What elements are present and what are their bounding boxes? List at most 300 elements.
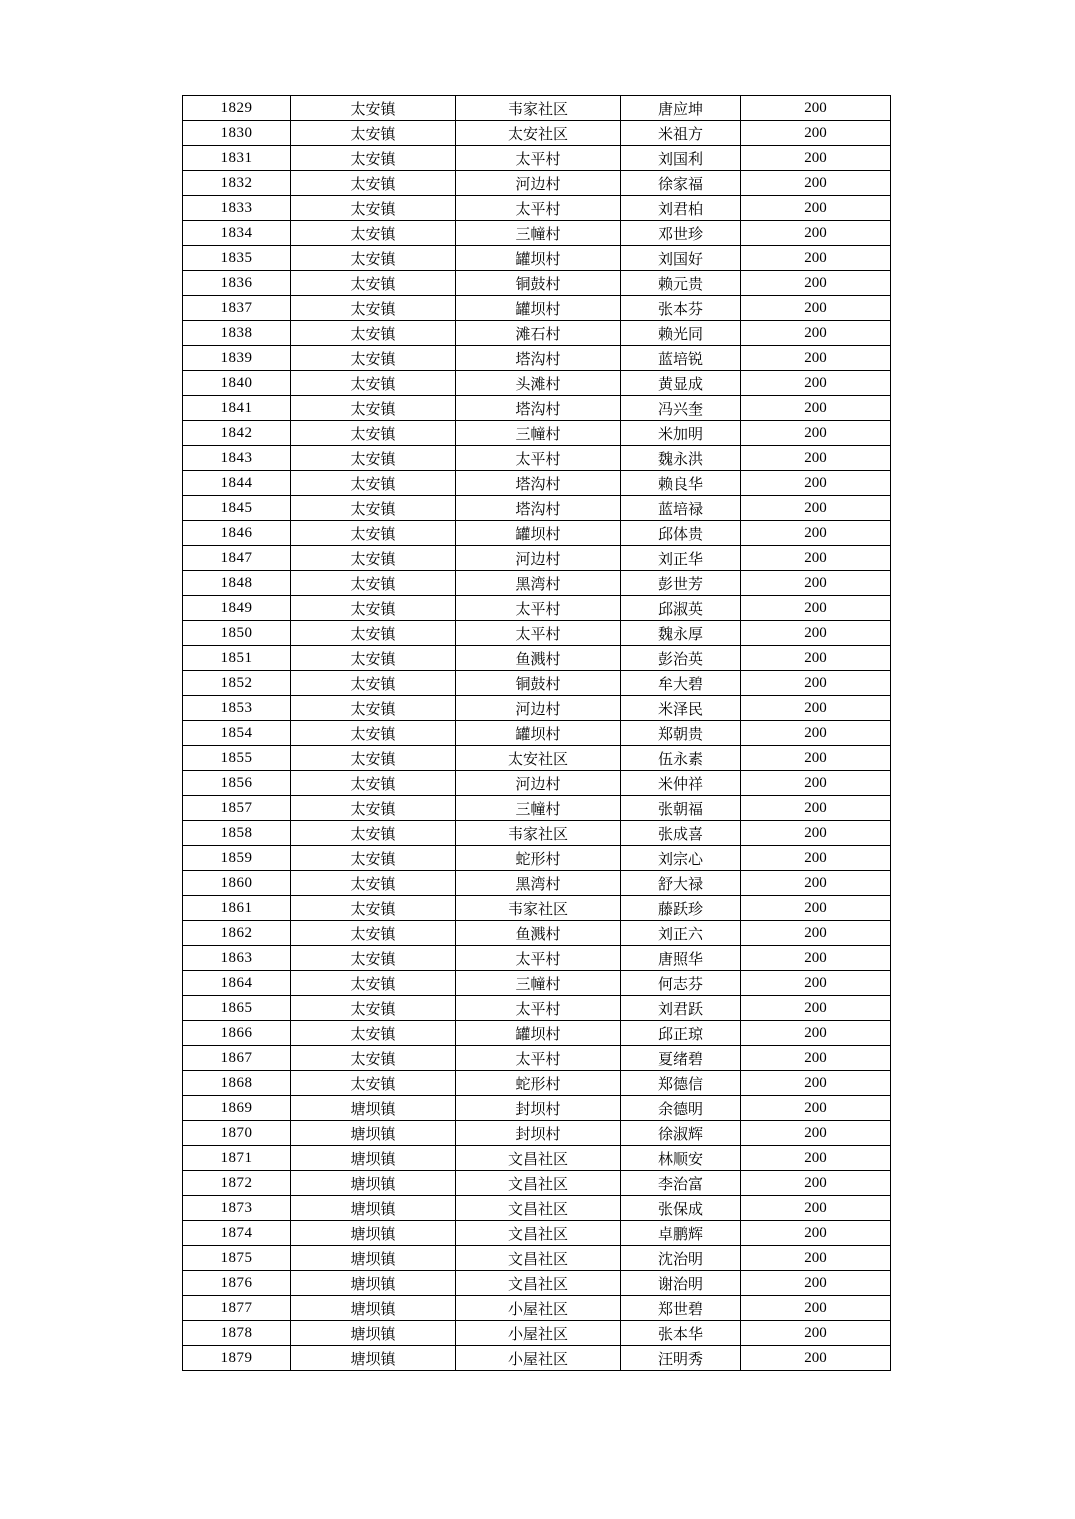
cell-town: 塘坝镇 (291, 1296, 456, 1321)
cell-amount: 200 (741, 221, 891, 246)
cell-serial: 1846 (183, 521, 291, 546)
table-row (183, 896, 891, 921)
cell-town: 太安镇 (291, 496, 456, 521)
cell-village: 蛇形村 (456, 846, 621, 871)
cell-town: 太安镇 (291, 546, 456, 571)
cell-town: 太安镇 (291, 121, 456, 146)
cell-town: 太安镇 (291, 796, 456, 821)
cell-name: 赖光同 (621, 321, 741, 346)
table-row (183, 546, 891, 571)
cell-amount: 200 (741, 1321, 891, 1346)
cell-serial: 1835 (183, 246, 291, 271)
table-row (183, 1196, 891, 1221)
cell-serial: 1847 (183, 546, 291, 571)
cell-village: 罐坝村 (456, 296, 621, 321)
cell-amount: 200 (741, 171, 891, 196)
cell-name: 唐应坤 (621, 96, 741, 121)
table-row (183, 1121, 891, 1146)
cell-serial: 1850 (183, 621, 291, 646)
cell-village: 铜鼓村 (456, 671, 621, 696)
cell-name: 赖元贵 (621, 271, 741, 296)
cell-amount: 200 (741, 846, 891, 871)
cell-serial: 1842 (183, 421, 291, 446)
cell-town: 塘坝镇 (291, 1246, 456, 1271)
cell-village: 文昌社区 (456, 1246, 621, 1271)
cell-serial: 1860 (183, 871, 291, 896)
cell-village: 太平村 (456, 621, 621, 646)
table-row (183, 246, 891, 271)
cell-amount: 200 (741, 446, 891, 471)
cell-serial: 1851 (183, 646, 291, 671)
cell-town: 太安镇 (291, 371, 456, 396)
table-row (183, 1321, 891, 1346)
cell-name: 彭世芳 (621, 571, 741, 596)
cell-serial: 1830 (183, 121, 291, 146)
subsidy-roster-table (182, 95, 891, 1371)
table-row (183, 921, 891, 946)
cell-name: 徐家福 (621, 171, 741, 196)
cell-town: 太安镇 (291, 871, 456, 896)
table-row (183, 871, 891, 896)
cell-name: 林顺安 (621, 1146, 741, 1171)
cell-town: 太安镇 (291, 596, 456, 621)
cell-village: 太安社区 (456, 121, 621, 146)
table-row (183, 1296, 891, 1321)
cell-amount: 200 (741, 1346, 891, 1371)
cell-name: 张朝福 (621, 796, 741, 821)
cell-amount: 200 (741, 521, 891, 546)
cell-amount: 200 (741, 146, 891, 171)
table-row (183, 1271, 891, 1296)
cell-town: 太安镇 (291, 996, 456, 1021)
cell-name: 刘国利 (621, 146, 741, 171)
cell-amount: 200 (741, 321, 891, 346)
cell-amount: 200 (741, 671, 891, 696)
cell-town: 太安镇 (291, 721, 456, 746)
table-row (183, 371, 891, 396)
cell-amount: 200 (741, 1196, 891, 1221)
cell-name: 郑世碧 (621, 1296, 741, 1321)
cell-serial: 1836 (183, 271, 291, 296)
cell-town: 太安镇 (291, 446, 456, 471)
cell-serial: 1853 (183, 696, 291, 721)
cell-amount: 200 (741, 396, 891, 421)
cell-village: 头滩村 (456, 371, 621, 396)
cell-town: 太安镇 (291, 646, 456, 671)
cell-amount: 200 (741, 896, 891, 921)
cell-serial: 1865 (183, 996, 291, 1021)
cell-village: 韦家社区 (456, 96, 621, 121)
table-row (183, 296, 891, 321)
cell-serial: 1873 (183, 1196, 291, 1221)
cell-town: 太安镇 (291, 396, 456, 421)
cell-town: 太安镇 (291, 421, 456, 446)
cell-serial: 1855 (183, 746, 291, 771)
cell-name: 张保成 (621, 1196, 741, 1221)
cell-serial: 1829 (183, 96, 291, 121)
cell-town: 塘坝镇 (291, 1096, 456, 1121)
cell-serial: 1864 (183, 971, 291, 996)
table-row (183, 1246, 891, 1271)
cell-village: 小屋社区 (456, 1346, 621, 1371)
table-row (183, 1096, 891, 1121)
cell-name: 藤跃珍 (621, 896, 741, 921)
cell-serial: 1833 (183, 196, 291, 221)
cell-amount: 200 (741, 996, 891, 1021)
cell-village: 蛇形村 (456, 1071, 621, 1096)
cell-name: 伍永素 (621, 746, 741, 771)
cell-town: 太安镇 (291, 1071, 456, 1096)
cell-amount: 200 (741, 1221, 891, 1246)
table-row (183, 346, 891, 371)
table-row (183, 171, 891, 196)
table-row (183, 471, 891, 496)
cell-name: 冯兴奎 (621, 396, 741, 421)
cell-village: 黑湾村 (456, 571, 621, 596)
cell-village: 韦家社区 (456, 896, 621, 921)
table-row (183, 596, 891, 621)
cell-town: 塘坝镇 (291, 1171, 456, 1196)
table-row (183, 746, 891, 771)
table-row (183, 821, 891, 846)
cell-village: 小屋社区 (456, 1321, 621, 1346)
cell-amount: 200 (741, 746, 891, 771)
cell-serial: 1878 (183, 1321, 291, 1346)
table-row (183, 96, 891, 121)
cell-serial: 1840 (183, 371, 291, 396)
cell-serial: 1837 (183, 296, 291, 321)
table-row (183, 721, 891, 746)
table-row (183, 396, 891, 421)
cell-village: 太安社区 (456, 746, 621, 771)
cell-name: 彭治英 (621, 646, 741, 671)
cell-village: 三幢村 (456, 971, 621, 996)
cell-amount: 200 (741, 646, 891, 671)
cell-town: 太安镇 (291, 771, 456, 796)
cell-town: 太安镇 (291, 146, 456, 171)
cell-village: 鱼溅村 (456, 921, 621, 946)
cell-town: 太安镇 (291, 621, 456, 646)
table-row (183, 1221, 891, 1246)
cell-serial: 1841 (183, 396, 291, 421)
cell-serial: 1831 (183, 146, 291, 171)
cell-amount: 200 (741, 96, 891, 121)
cell-village: 三幢村 (456, 421, 621, 446)
cell-serial: 1869 (183, 1096, 291, 1121)
cell-town: 太安镇 (291, 921, 456, 946)
cell-town: 太安镇 (291, 821, 456, 846)
cell-village: 塔沟村 (456, 346, 621, 371)
cell-village: 罐坝村 (456, 721, 621, 746)
cell-town: 太安镇 (291, 346, 456, 371)
cell-amount: 200 (741, 1071, 891, 1096)
cell-town: 太安镇 (291, 1046, 456, 1071)
cell-town: 太安镇 (291, 221, 456, 246)
table-row (183, 271, 891, 296)
cell-serial: 1866 (183, 1021, 291, 1046)
cell-name: 汪明秀 (621, 1346, 741, 1371)
cell-serial: 1875 (183, 1246, 291, 1271)
cell-name: 米祖方 (621, 121, 741, 146)
cell-serial: 1832 (183, 171, 291, 196)
table-row (183, 321, 891, 346)
cell-name: 蓝培锐 (621, 346, 741, 371)
cell-town: 塘坝镇 (291, 1221, 456, 1246)
table-row (183, 571, 891, 596)
table-row (183, 146, 891, 171)
cell-name: 李治富 (621, 1171, 741, 1196)
cell-name: 徐淑辉 (621, 1121, 741, 1146)
cell-name: 唐照华 (621, 946, 741, 971)
cell-village: 滩石村 (456, 321, 621, 346)
cell-serial: 1876 (183, 1271, 291, 1296)
cell-name: 魏永洪 (621, 446, 741, 471)
cell-name: 刘君跃 (621, 996, 741, 1021)
cell-amount: 200 (741, 1146, 891, 1171)
cell-name: 邱淑英 (621, 596, 741, 621)
cell-name: 米泽民 (621, 696, 741, 721)
cell-village: 铜鼓村 (456, 271, 621, 296)
cell-amount: 200 (741, 1021, 891, 1046)
cell-town: 太安镇 (291, 171, 456, 196)
cell-name: 赖良华 (621, 471, 741, 496)
cell-amount: 200 (741, 121, 891, 146)
table-row (183, 946, 891, 971)
cell-amount: 200 (741, 621, 891, 646)
table-row (183, 1046, 891, 1071)
cell-amount: 200 (741, 696, 891, 721)
cell-name: 魏永厚 (621, 621, 741, 646)
cell-village: 文昌社区 (456, 1271, 621, 1296)
cell-town: 太安镇 (291, 971, 456, 996)
table-row (183, 646, 891, 671)
cell-town: 太安镇 (291, 471, 456, 496)
cell-serial: 1845 (183, 496, 291, 521)
cell-village: 文昌社区 (456, 1196, 621, 1221)
cell-serial: 1868 (183, 1071, 291, 1096)
cell-name: 夏绪碧 (621, 1046, 741, 1071)
cell-name: 何志芬 (621, 971, 741, 996)
cell-serial: 1838 (183, 321, 291, 346)
cell-name: 谢治明 (621, 1271, 741, 1296)
table-body (183, 96, 891, 1371)
cell-village: 太平村 (456, 596, 621, 621)
table-row (183, 846, 891, 871)
cell-town: 太安镇 (291, 746, 456, 771)
cell-serial: 1834 (183, 221, 291, 246)
table-row (183, 1071, 891, 1096)
cell-name: 米仲祥 (621, 771, 741, 796)
cell-name: 邱体贵 (621, 521, 741, 546)
cell-name: 沈治明 (621, 1246, 741, 1271)
cell-amount: 200 (741, 571, 891, 596)
cell-town: 太安镇 (291, 246, 456, 271)
cell-village: 鱼溅村 (456, 646, 621, 671)
cell-amount: 200 (741, 196, 891, 221)
cell-name: 邓世珍 (621, 221, 741, 246)
cell-serial: 1843 (183, 446, 291, 471)
cell-amount: 200 (741, 1271, 891, 1296)
cell-amount: 200 (741, 471, 891, 496)
cell-serial: 1858 (183, 821, 291, 846)
table-row (183, 196, 891, 221)
cell-serial: 1852 (183, 671, 291, 696)
cell-amount: 200 (741, 796, 891, 821)
cell-village: 河边村 (456, 771, 621, 796)
cell-amount: 200 (741, 346, 891, 371)
cell-serial: 1870 (183, 1121, 291, 1146)
table-row (183, 496, 891, 521)
cell-amount: 200 (741, 1046, 891, 1071)
table-row (183, 1346, 891, 1371)
cell-name: 黄显成 (621, 371, 741, 396)
table-row (183, 521, 891, 546)
table-row (183, 621, 891, 646)
cell-village: 黑湾村 (456, 871, 621, 896)
cell-name: 牟大碧 (621, 671, 741, 696)
table-row (183, 796, 891, 821)
cell-name: 米加明 (621, 421, 741, 446)
cell-amount: 200 (741, 546, 891, 571)
cell-serial: 1863 (183, 946, 291, 971)
cell-town: 塘坝镇 (291, 1346, 456, 1371)
cell-town: 塘坝镇 (291, 1196, 456, 1221)
cell-name: 刘宗心 (621, 846, 741, 871)
cell-serial: 1849 (183, 596, 291, 621)
cell-town: 太安镇 (291, 846, 456, 871)
cell-village: 封坝村 (456, 1121, 621, 1146)
table-row (183, 121, 891, 146)
table-row (183, 421, 891, 446)
cell-name: 刘正华 (621, 546, 741, 571)
cell-village: 太平村 (456, 146, 621, 171)
cell-amount: 200 (741, 596, 891, 621)
cell-name: 蓝培禄 (621, 496, 741, 521)
cell-name: 张成喜 (621, 821, 741, 846)
cell-name: 郑朝贵 (621, 721, 741, 746)
cell-village: 太平村 (456, 446, 621, 471)
cell-village: 三幢村 (456, 221, 621, 246)
table-row (183, 771, 891, 796)
cell-town: 太安镇 (291, 296, 456, 321)
cell-serial: 1844 (183, 471, 291, 496)
cell-town: 太安镇 (291, 1021, 456, 1046)
cell-town: 塘坝镇 (291, 1271, 456, 1296)
cell-village: 太平村 (456, 196, 621, 221)
cell-name: 张本芬 (621, 296, 741, 321)
table-row (183, 671, 891, 696)
table-row (183, 971, 891, 996)
cell-serial: 1874 (183, 1221, 291, 1246)
cell-village: 文昌社区 (456, 1146, 621, 1171)
cell-town: 太安镇 (291, 671, 456, 696)
cell-town: 太安镇 (291, 946, 456, 971)
cell-amount: 200 (741, 946, 891, 971)
table-row (183, 696, 891, 721)
cell-serial: 1861 (183, 896, 291, 921)
cell-village: 文昌社区 (456, 1171, 621, 1196)
cell-name: 张本华 (621, 1321, 741, 1346)
cell-village: 河边村 (456, 696, 621, 721)
cell-village: 太平村 (456, 946, 621, 971)
cell-town: 太安镇 (291, 571, 456, 596)
cell-name: 余德明 (621, 1096, 741, 1121)
cell-village: 罐坝村 (456, 521, 621, 546)
cell-village: 三幢村 (456, 796, 621, 821)
cell-serial: 1872 (183, 1171, 291, 1196)
table-row (183, 1171, 891, 1196)
cell-village: 塔沟村 (456, 396, 621, 421)
cell-name: 舒大禄 (621, 871, 741, 896)
cell-amount: 200 (741, 371, 891, 396)
table-row (183, 996, 891, 1021)
table-row (183, 1146, 891, 1171)
cell-name: 刘正六 (621, 921, 741, 946)
cell-serial: 1857 (183, 796, 291, 821)
cell-amount: 200 (741, 971, 891, 996)
table-row (183, 1021, 891, 1046)
cell-town: 太安镇 (291, 521, 456, 546)
cell-serial: 1839 (183, 346, 291, 371)
cell-name: 卓鹏辉 (621, 1221, 741, 1246)
cell-village: 小屋社区 (456, 1296, 621, 1321)
cell-village: 罐坝村 (456, 246, 621, 271)
cell-town: 太安镇 (291, 196, 456, 221)
cell-amount: 200 (741, 721, 891, 746)
cell-town: 太安镇 (291, 321, 456, 346)
cell-amount: 200 (741, 1171, 891, 1196)
cell-amount: 200 (741, 496, 891, 521)
cell-amount: 200 (741, 821, 891, 846)
cell-serial: 1877 (183, 1296, 291, 1321)
cell-village: 文昌社区 (456, 1221, 621, 1246)
cell-town: 太安镇 (291, 896, 456, 921)
cell-town: 太安镇 (291, 271, 456, 296)
cell-village: 塔沟村 (456, 496, 621, 521)
cell-serial: 1871 (183, 1146, 291, 1171)
cell-name: 刘君柏 (621, 196, 741, 221)
cell-village: 太平村 (456, 996, 621, 1021)
cell-amount: 200 (741, 271, 891, 296)
table-row (183, 221, 891, 246)
cell-amount: 200 (741, 871, 891, 896)
cell-amount: 200 (741, 1246, 891, 1271)
cell-name: 郑德信 (621, 1071, 741, 1096)
cell-amount: 200 (741, 246, 891, 271)
cell-village: 塔沟村 (456, 471, 621, 496)
cell-village: 河边村 (456, 171, 621, 196)
cell-serial: 1856 (183, 771, 291, 796)
cell-serial: 1854 (183, 721, 291, 746)
cell-amount: 200 (741, 421, 891, 446)
cell-serial: 1848 (183, 571, 291, 596)
cell-serial: 1867 (183, 1046, 291, 1071)
cell-amount: 200 (741, 1296, 891, 1321)
cell-amount: 200 (741, 771, 891, 796)
cell-serial: 1862 (183, 921, 291, 946)
cell-name: 刘国好 (621, 246, 741, 271)
cell-amount: 200 (741, 921, 891, 946)
cell-amount: 200 (741, 1096, 891, 1121)
cell-town: 塘坝镇 (291, 1121, 456, 1146)
cell-town: 太安镇 (291, 96, 456, 121)
table-row (183, 446, 891, 471)
cell-village: 封坝村 (456, 1096, 621, 1121)
cell-village: 太平村 (456, 1046, 621, 1071)
cell-serial: 1859 (183, 846, 291, 871)
cell-name: 邱正琼 (621, 1021, 741, 1046)
cell-village: 罐坝村 (456, 1021, 621, 1046)
